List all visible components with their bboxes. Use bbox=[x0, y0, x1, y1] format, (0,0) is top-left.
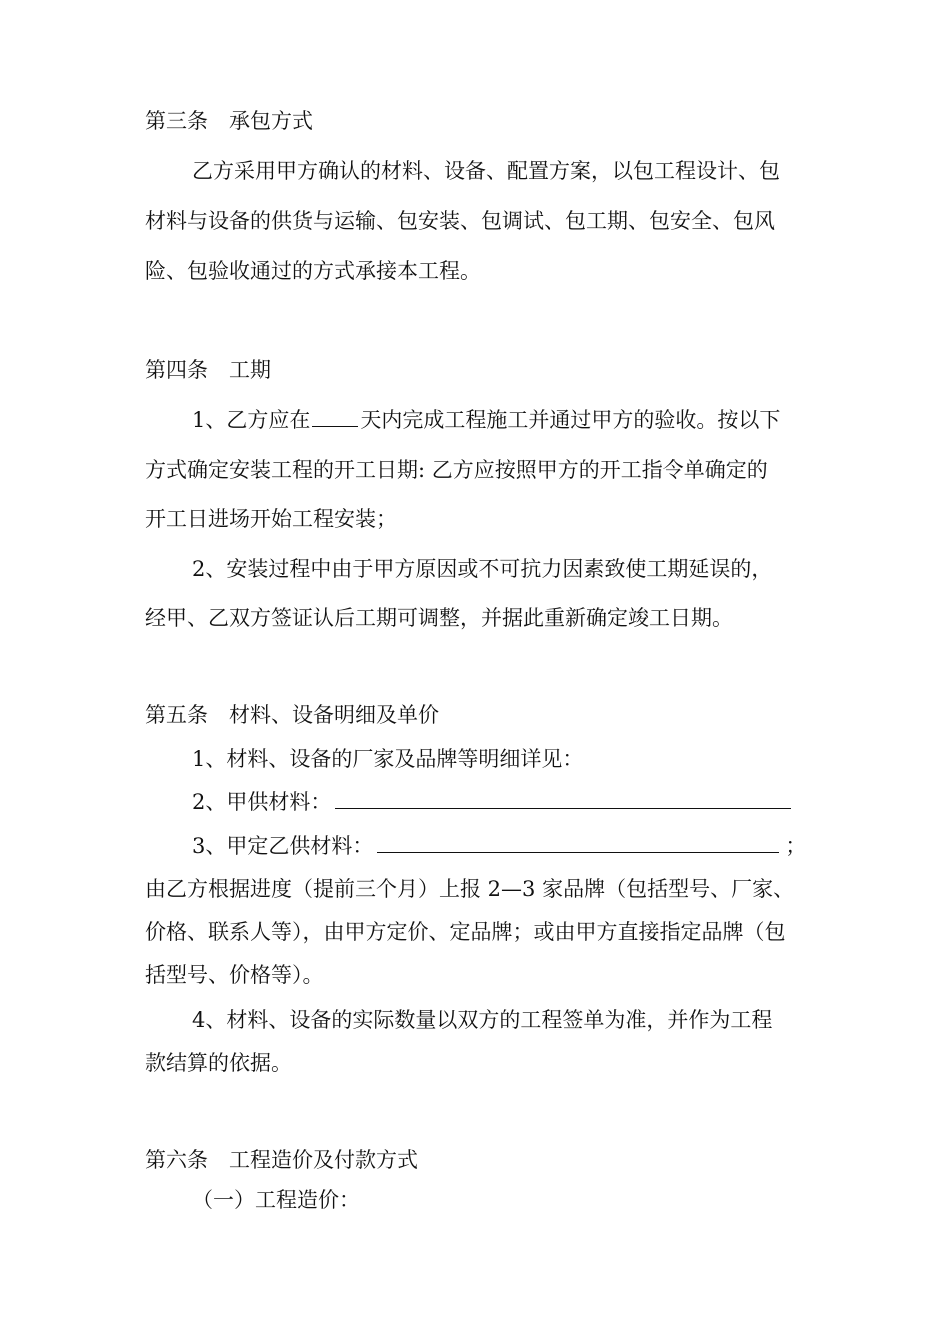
specified-materials-field[interactable] bbox=[377, 832, 779, 853]
article3-line-1: 乙方采用甲方确认的材料、设备、配置方案，以包工程设计、包 bbox=[192, 159, 780, 183]
article4-item1-line1 bbox=[192, 405, 780, 435]
article6-title: 第六条 工程造价及付款方式 bbox=[145, 1148, 418, 1172]
article5-item3-label: 3、甲定乙供材料： bbox=[192, 834, 374, 858]
article5-item3-line4: 括型号、价格等）。 bbox=[145, 963, 324, 987]
article4-item2-line2: 经甲、乙双方签证认后工期可调整，并据此重新确定竣工日期。 bbox=[145, 606, 733, 630]
article5-item3 bbox=[192, 831, 806, 861]
article3-line-2: 材料与设备的供货与运输、包安装、包调试、包工期、包安全、包风 bbox=[145, 209, 775, 233]
article3-line-3: 险、包验收通过的方式承接本工程。 bbox=[145, 259, 481, 283]
article5-title: 第五条 材料、设备明细及单价 bbox=[145, 703, 439, 727]
article5-item1: 1、材料、设备的厂家及品牌等明细详见： bbox=[192, 747, 584, 771]
article4-item1-line2: 方式确定安装工程的开工日期: 乙方应按照甲方的开工指令单确定的 bbox=[145, 458, 768, 482]
article5-item4-line2: 款结算的依据。 bbox=[145, 1051, 292, 1075]
article4-title: 第四条 工期 bbox=[145, 358, 271, 382]
article5-item3-end: ； bbox=[785, 834, 807, 858]
article3-title: 第三条 承包方式 bbox=[145, 109, 313, 133]
article4-item2-line1: 2、安装过程中由于甲方原因或不可抗力因素致使工期延误的， bbox=[192, 557, 773, 581]
article5-item2 bbox=[192, 787, 791, 817]
article6-sub1: （一）工程造价： bbox=[192, 1188, 360, 1212]
article4-item1-line3: 开工日进场开始工程安装； bbox=[145, 507, 397, 531]
article4-item1-suffix: 天内完成工程施工并通过甲方的验收。按以下 bbox=[360, 408, 781, 432]
article5-item3-line2: 由乙方根据进度（提前三个月）上报 2—3 家品牌（包括型号、厂家、 bbox=[145, 877, 795, 901]
days-blank-field[interactable] bbox=[312, 406, 358, 427]
article5-item2-label: 2、甲供材料： bbox=[192, 790, 332, 814]
article4-item1-prefix: 1、乙方应在 bbox=[192, 408, 311, 432]
article5-item3-line3: 价格、联系人等），由甲方定价、定品牌；或由甲方直接指定品牌（包 bbox=[145, 920, 786, 944]
owner-supplied-materials-field[interactable] bbox=[335, 788, 791, 809]
article5-item4-line1: 4、材料、设备的实际数量以双方的工程签单为准，并作为工程 bbox=[192, 1008, 773, 1032]
